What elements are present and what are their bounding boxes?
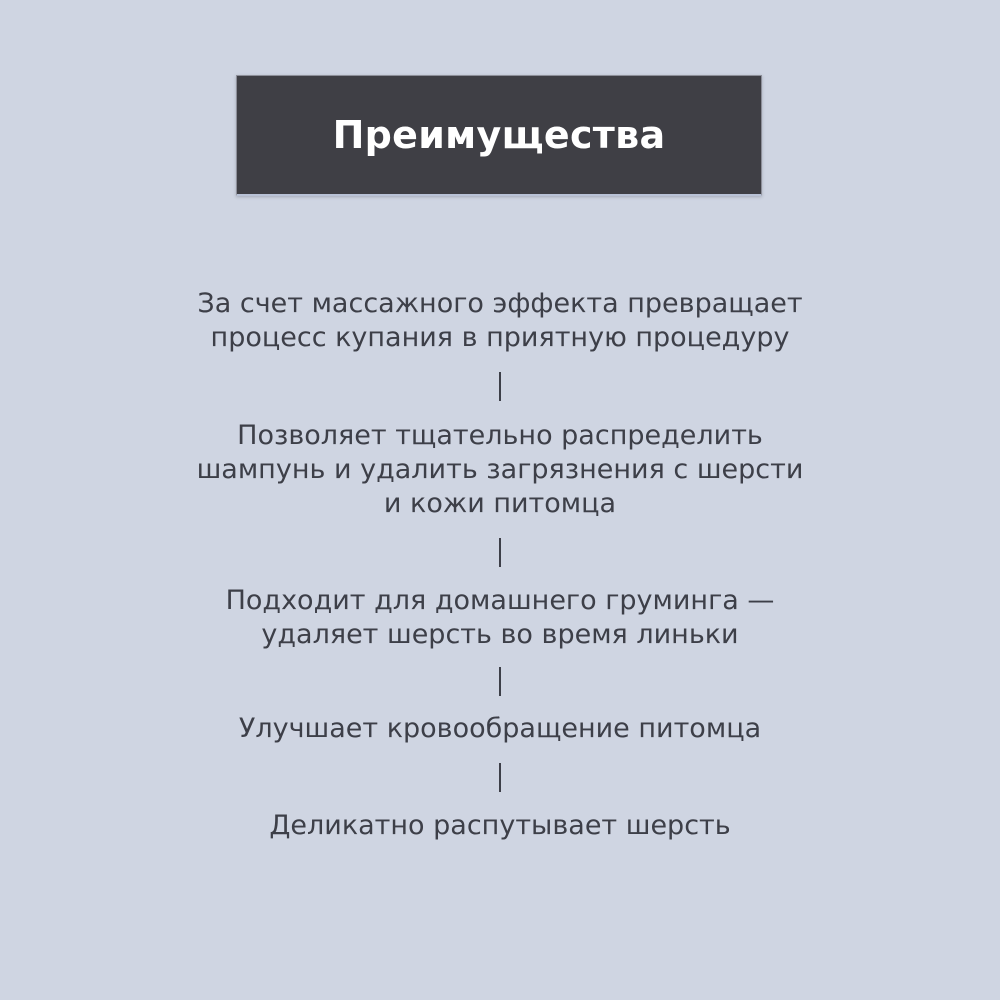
benefit-line: Подходит для домашнего груминга — bbox=[225, 585, 775, 616]
divider-line bbox=[499, 372, 501, 401]
divider-line bbox=[499, 667, 501, 696]
benefit-line: Деликатно распутывает шерсть bbox=[269, 810, 731, 841]
divider-line bbox=[499, 538, 501, 567]
benefit-item-5 bbox=[100, 809, 900, 843]
benefit-line: и кожи питомца bbox=[383, 488, 617, 519]
benefit-line: шампунь и удалить загрязнения с шерсти bbox=[196, 454, 804, 485]
benefit-line: Улучшает кровообращение питомца bbox=[238, 713, 762, 744]
benefit-line: удаляет шерсть во время линьки bbox=[261, 619, 739, 650]
benefit-item-2 bbox=[100, 419, 900, 521]
benefit-line: Позволяет тщательно распределить bbox=[237, 420, 763, 451]
page-title: Преимущества bbox=[332, 113, 666, 157]
benefit-item-1 bbox=[100, 287, 900, 355]
benefit-line: За счет массажного эффекта превращает bbox=[197, 288, 803, 319]
divider-line bbox=[499, 763, 501, 792]
title-banner bbox=[236, 75, 762, 196]
benefit-item-4 bbox=[100, 712, 900, 746]
benefit-item-3 bbox=[100, 584, 900, 652]
benefit-line: процесс купания в приятную процедуру bbox=[210, 322, 790, 353]
